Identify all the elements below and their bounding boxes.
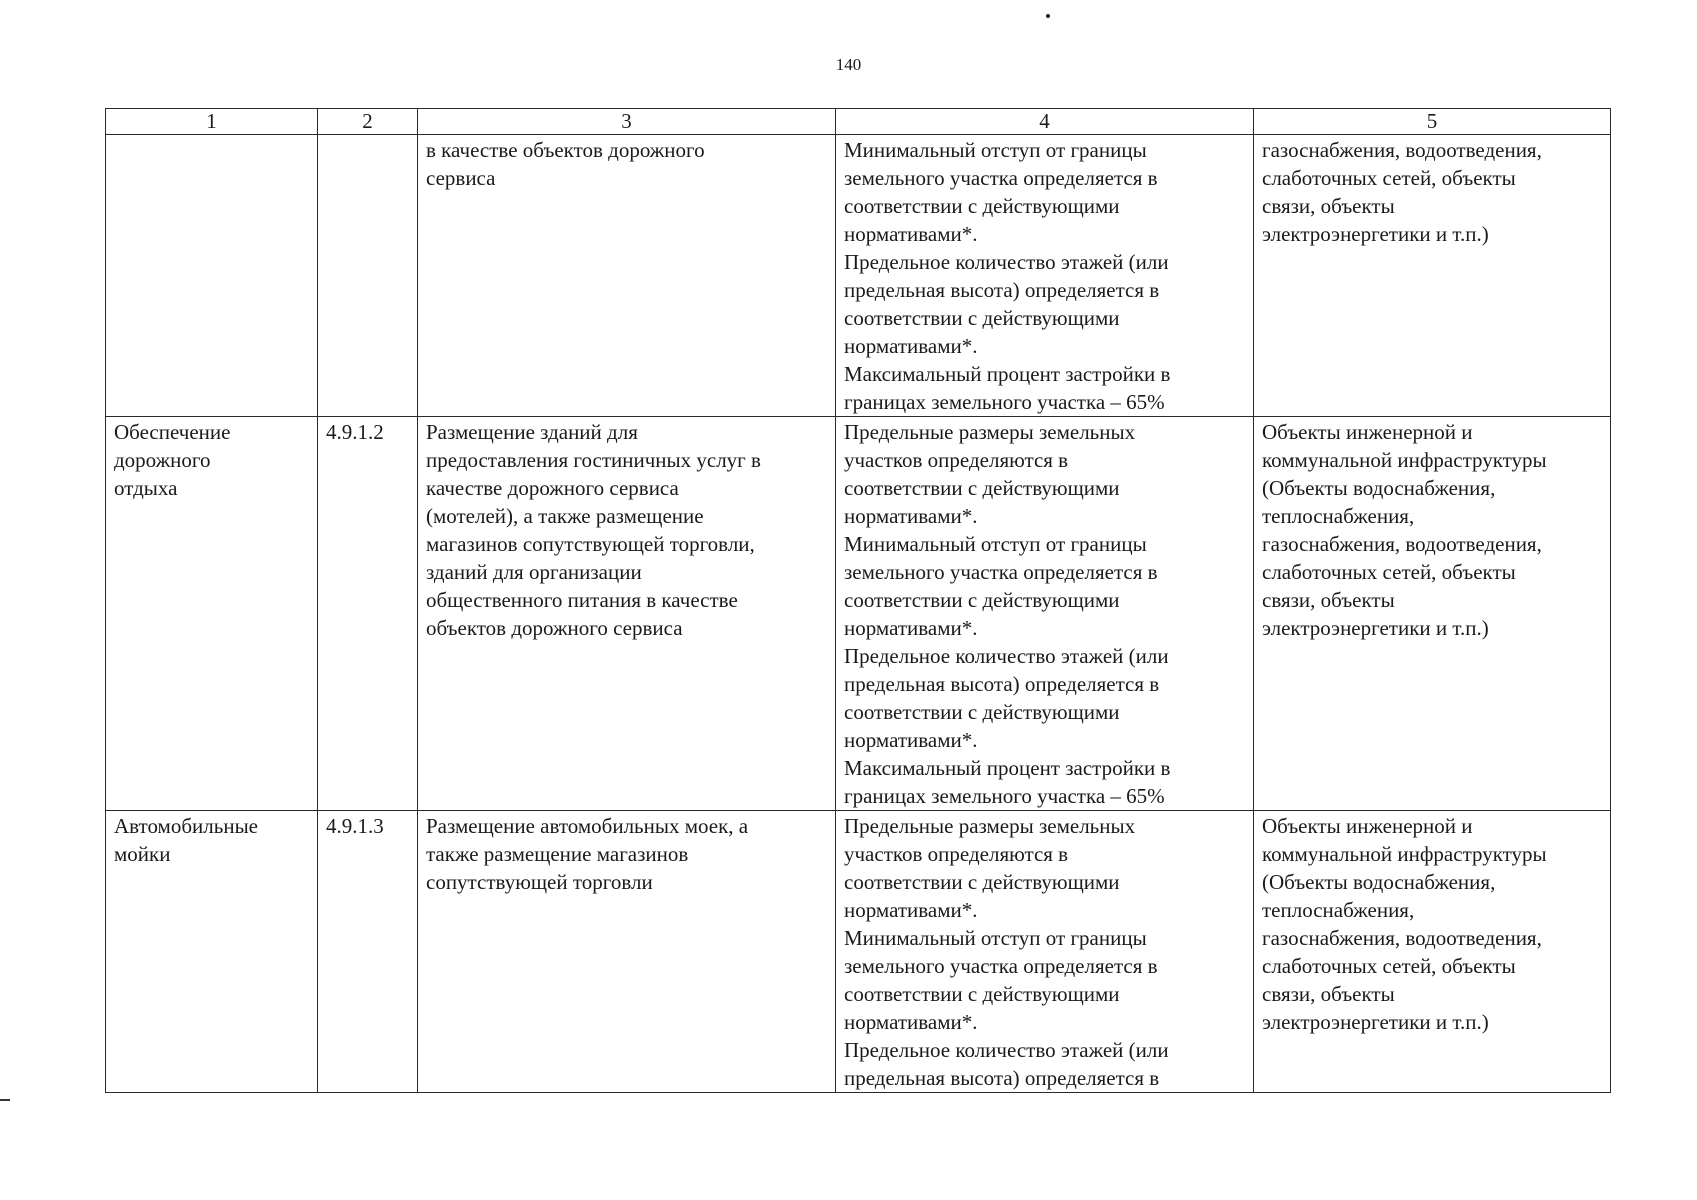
cell-text-line: теплоснабжения, (1262, 504, 1415, 528)
cell-text-line: Минимальный отступ от границы (844, 532, 1147, 556)
cell-text-line: земельного участка определяется в (844, 166, 1158, 190)
cell-text: 4.9.1.3 (326, 814, 384, 838)
cell-text-line: участков определяются в (844, 448, 1069, 472)
cell-text-line: Минимальный отступ от границы (844, 926, 1147, 950)
land-use-name-cell (106, 417, 318, 811)
cell-text-line: Предельное количество этажей (или (844, 1038, 1169, 1062)
land-use-table (105, 108, 1611, 1093)
land-use-parameters-cell (836, 417, 1254, 811)
cell-text-line: Обеспечение (114, 420, 231, 444)
column-header: 5 (1254, 109, 1611, 135)
cell-text-line: участков определяются в (844, 842, 1069, 866)
cell-text-line: слаботочных сетей, объекты (1262, 166, 1516, 190)
column-header: 3 (418, 109, 836, 135)
scan-speck (1046, 14, 1050, 18)
cell-text-line: магазинов сопутствующей торговли, (426, 532, 755, 556)
cell-text-line: Размещение зданий для (426, 420, 638, 444)
cell-text-line: Предельные размеры земельных (844, 420, 1136, 444)
table-body (106, 135, 1611, 1093)
cell-text-line: сервиса (426, 166, 496, 190)
land-use-description-cell (418, 811, 836, 1093)
cell-text-line: коммунальной инфраструктуры (1262, 842, 1547, 866)
land-use-description-cell (418, 417, 836, 811)
cell-text-line: Предельное количество этажей (или (844, 250, 1169, 274)
land-use-parameters-cell (836, 811, 1254, 1093)
cell-text-line: электроэнергетики и т.п.) (1262, 616, 1489, 640)
land-use-table-container (105, 108, 1610, 1093)
column-header: 2 (318, 109, 418, 135)
page-number: 140 (835, 55, 862, 74)
cell-text-line: соответствии с действующими (844, 870, 1120, 894)
auxiliary-uses-cell (1254, 135, 1611, 417)
cell-text-line: коммунальной инфраструктуры (1262, 448, 1547, 472)
cell-text-line: нормативами*. (844, 1010, 978, 1034)
auxiliary-uses-cell (1254, 417, 1611, 811)
cell-text-line: также размещение магазинов (426, 842, 689, 866)
cell-text-line: (мотелей), а также размещение (426, 504, 704, 528)
cell-text-line: слаботочных сетей, объекты (1262, 954, 1516, 978)
cell-text-line: нормативами*. (844, 728, 978, 752)
cell-text-line: границах земельного участка – 65% (844, 390, 1165, 414)
table-row (106, 417, 1611, 811)
cell-text-line: предельная высота) определяется в (844, 672, 1160, 696)
land-use-description-cell (418, 135, 836, 417)
cell-text-line: электроэнергетики и т.п.) (1262, 1010, 1489, 1034)
cell-text-line: Максимальный процент застройки в (844, 756, 1171, 780)
cell-text-line: предоставления гостиничных услуг в (426, 448, 761, 472)
cell-text-line: связи, объекты (1262, 982, 1395, 1006)
table-row (106, 135, 1611, 417)
auxiliary-uses-cell (1254, 811, 1611, 1093)
cell-text-line: качестве дорожного сервиса (426, 476, 679, 500)
cell-text-line: (Объекты водоснабжения, (1262, 476, 1496, 500)
cell-text-line: слаботочных сетей, объекты (1262, 560, 1516, 584)
land-use-name-cell (106, 811, 318, 1093)
cell-text-line: нормативами*. (844, 222, 978, 246)
cell-text-line: нормативами*. (844, 616, 978, 640)
cell-text-line: газоснабжения, водоотведения, (1262, 138, 1542, 162)
scan-mark (0, 1099, 10, 1101)
cell-text-line: сопутствующей торговли (426, 870, 653, 894)
land-use-parameters-cell (836, 135, 1254, 417)
cell-text-line: земельного участка определяется в (844, 954, 1158, 978)
land-use-code-cell (318, 417, 418, 811)
cell-text-line: Объекты инженерной и (1262, 420, 1473, 444)
cell-text-line: отдыха (114, 476, 178, 500)
cell-text-line: Максимальный процент застройки в (844, 362, 1171, 386)
column-header: 4 (836, 109, 1254, 135)
cell-text-line: соответствии с действующими (844, 306, 1120, 330)
cell-text-line: Предельное количество этажей (или (844, 644, 1169, 668)
cell-text-line: Предельные размеры земельных (844, 814, 1136, 838)
table-header-row (106, 109, 1611, 135)
cell-text-line: соответствии с действующими (844, 588, 1120, 612)
cell-text-line: предельная высота) определяется в (844, 278, 1160, 302)
cell-text-line: предельная высота) определяется в (844, 1066, 1160, 1090)
cell-text-line: связи, объекты (1262, 588, 1395, 612)
cell-text: 4.9.1.2 (326, 420, 384, 444)
cell-text-line: нормативами*. (844, 898, 978, 922)
column-header: 1 (106, 109, 318, 135)
cell-text-line: дорожного (114, 448, 211, 472)
cell-text-line: соответствии с действующими (844, 700, 1120, 724)
cell-text-line: Размещение автомобильных моек, а (426, 814, 749, 838)
cell-text-line: газоснабжения, водоотведения, (1262, 532, 1542, 556)
cell-text-line: мойки (114, 842, 171, 866)
cell-text-line: границах земельного участка – 65% (844, 784, 1165, 808)
table-row (106, 811, 1611, 1093)
cell-text-line: соответствии с действующими (844, 476, 1120, 500)
cell-text-line: Минимальный отступ от границы (844, 138, 1147, 162)
cell-text-line: в качестве объектов дорожного (426, 138, 705, 162)
cell-text-line: нормативами*. (844, 504, 978, 528)
land-use-name-cell (106, 135, 318, 417)
cell-text-line: соответствии с действующими (844, 194, 1120, 218)
cell-text-line: электроэнергетики и т.п.) (1262, 222, 1489, 246)
cell-text-line: Автомобильные (114, 814, 258, 838)
cell-text-line: газоснабжения, водоотведения, (1262, 926, 1542, 950)
cell-text-line: нормативами*. (844, 334, 978, 358)
cell-text-line: теплоснабжения, (1262, 898, 1415, 922)
cell-text-line: общественного питания в качестве (426, 588, 738, 612)
cell-text-line: (Объекты водоснабжения, (1262, 870, 1496, 894)
cell-text-line: соответствии с действующими (844, 982, 1120, 1006)
cell-text-line: земельного участка определяется в (844, 560, 1158, 584)
cell-text-line: зданий для организации (426, 560, 642, 584)
cell-text-line: связи, объекты (1262, 194, 1395, 218)
cell-text-line: объектов дорожного сервиса (426, 616, 683, 640)
cell-text-line: Объекты инженерной и (1262, 814, 1473, 838)
land-use-code-cell (318, 811, 418, 1093)
land-use-code-cell (318, 135, 418, 417)
